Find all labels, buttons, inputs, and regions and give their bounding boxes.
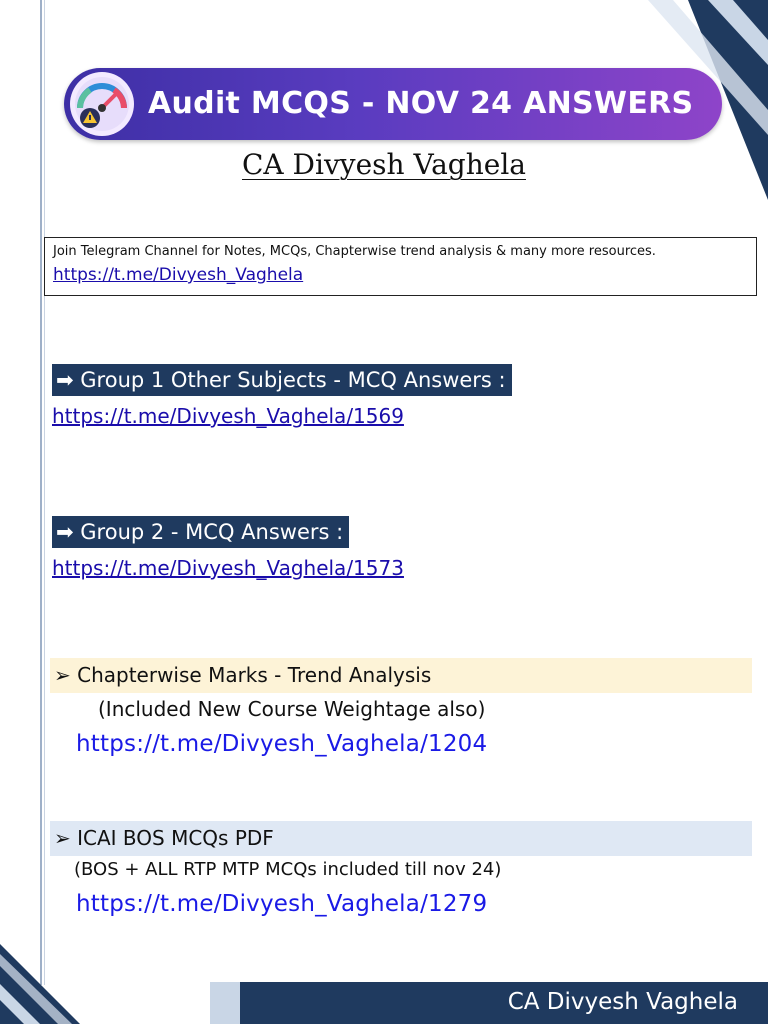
trend-note: (Included New Course Weightage also) — [98, 697, 486, 721]
title-banner — [64, 68, 722, 140]
bos-link[interactable]: https://t.me/Divyesh_Vaghela/1279 — [76, 891, 488, 917]
telegram-text: Join Telegram Channel for Notes, MCQs, Chapterwise trend analysis & many more resources. — [53, 244, 656, 259]
trend-link[interactable]: https://t.me/Divyesh_Vaghela/1204 — [76, 731, 488, 757]
author-heading — [0, 148, 768, 181]
telegram-info-box — [44, 237, 757, 296]
group2-link[interactable]: https://t.me/Divyesh_Vaghela/1573 — [52, 556, 404, 580]
banner-title: Audit MCQS - NOV 24 ANSWERS — [148, 86, 694, 121]
footer-author: CA Divyesh Vaghela — [507, 989, 738, 1015]
bos-note: (BOS + ALL RTP MTP MCQs included till nov 24) — [74, 859, 502, 880]
telegram-link[interactable]: https://t.me/Divyesh_Vaghela — [53, 265, 304, 285]
group2-label: ➡ Group 2 - MCQ Answers : — [52, 516, 349, 548]
footer-accent-strip — [210, 982, 240, 1024]
gauge-alert-icon — [70, 72, 134, 136]
bos-section-band — [50, 821, 752, 856]
group1-link[interactable]: https://t.me/Divyesh_Vaghela/1569 — [52, 404, 404, 428]
trend-title: ➢ Chapterwise Marks - Trend Analysis — [54, 663, 432, 687]
trend-section-band — [50, 658, 752, 693]
author-name: CA Divyesh Vaghela — [242, 148, 526, 181]
group1-label: ➡ Group 1 Other Subjects - MCQ Answers : — [52, 364, 512, 396]
bos-title: ➢ ICAI BOS MCQs PDF — [54, 826, 274, 850]
corner-decoration-bottom-left — [0, 944, 200, 1024]
